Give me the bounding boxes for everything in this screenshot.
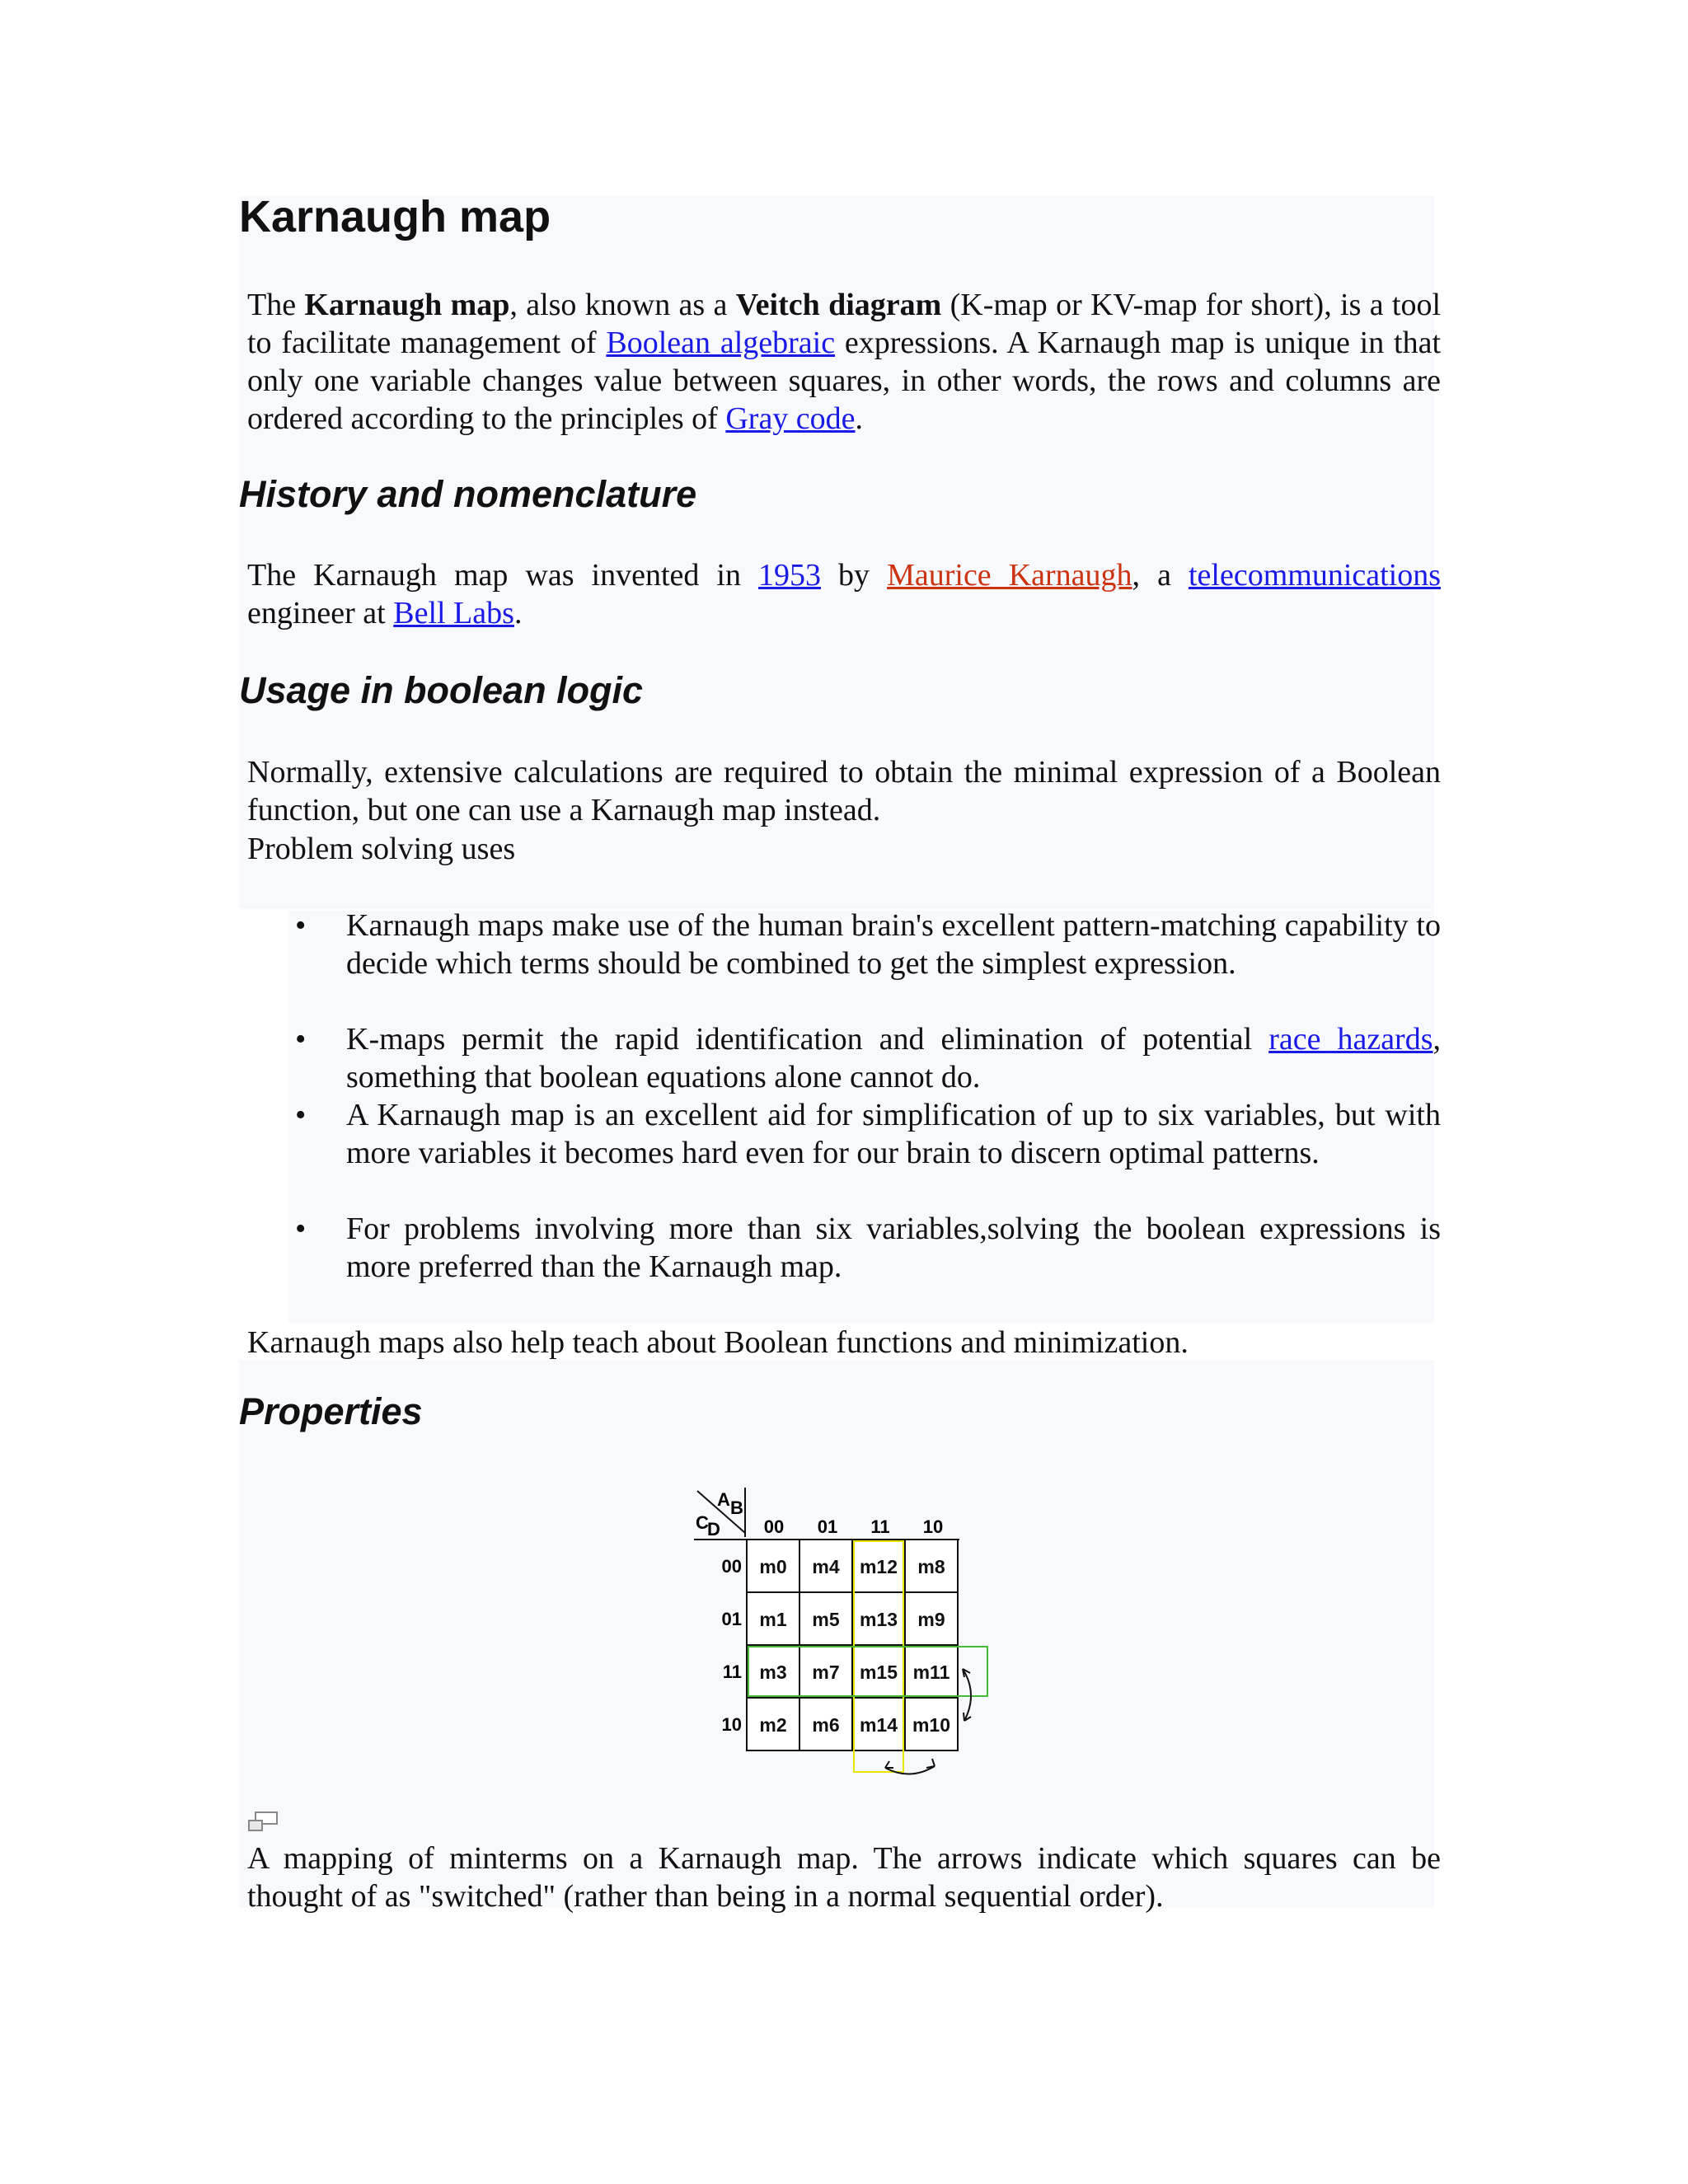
cell-m5: m5 [812,1609,840,1630]
cell-m3: m3 [759,1661,787,1683]
intro-paragraph: The Karnaugh map, also known as a Veitch diagram (K-map or KV-map for short), is a tool to facilitate management of Boolean algebraic expressions. A Karnaugh map is unique in that only one variable changes value between squares, in other words, the rows and columns are ordered according to the principles of Gray code. [247,288,1442,436]
bell-labs-link[interactable]: Bell Labs [393,596,514,630]
row-header-10: 10 [721,1714,742,1735]
term-veitch-diagram: Veitch diagram [735,288,942,322]
cell-m10: m10 [912,1714,951,1736]
var-c-label: C [696,1512,709,1533]
history-paragraph: The Karnaugh map was invented in 1953 by Maurice Karnaugh, a telecommunications engineer at Bell Labs. [247,558,1442,630]
col-header-01: 01 [817,1516,838,1537]
maurice-karnaugh-link[interactable]: Maurice Karnaugh [887,558,1132,593]
cell-m15: m15 [859,1661,898,1683]
cell-m13: m13 [859,1609,898,1630]
col-header-00: 00 [763,1516,785,1537]
bullet-marker-1: • [295,908,307,943]
list-item-1: Karnaugh maps make use of the human brain's excellent pattern-matching capability to decide which terms should be combined to get the simplest expression. [346,908,1441,981]
usage-heading: Usage in boolean logic [239,669,644,711]
page-title: Karnaugh map [239,192,551,241]
list-item-4: For problems involving more than six variables,solving the boolean expressions is more preferred than the Karnaugh map. [346,1212,1441,1284]
history-heading: History and nomenclature [239,473,697,515]
usage-paragraph: Normally, extensive calculations are required to obtain the minimal expression of a Boolean function, but one can use a Karnaugh map instead. [247,755,1441,827]
row-header-00: 00 [721,1556,742,1577]
properties-heading: Properties [239,1390,423,1432]
gray-code-link[interactable]: Gray code [725,401,856,436]
cell-m12: m12 [859,1556,898,1577]
col-header-10: 10 [922,1516,944,1537]
bullet-marker-4: • [295,1212,307,1246]
var-b-label: B [730,1497,743,1518]
telecommunications-link[interactable]: telecommunications [1188,558,1442,593]
year-1953-link[interactable]: 1953 [758,558,822,593]
karnaugh-map-figure [694,1488,991,1793]
col-header-11: 11 [870,1516,890,1537]
cell-m7: m7 [812,1661,840,1683]
row-header-01: 01 [721,1609,742,1629]
problem-solving-label: Problem solving uses [247,832,516,866]
cell-m11: m11 [912,1661,950,1683]
cell-m1: m1 [759,1609,787,1630]
list-item-2: K-maps permit the rapid identification and elimination of potential race hazards, something that boolean equations alone cannot do. [346,1022,1442,1094]
cell-m14: m14 [859,1714,898,1736]
term-karnaugh-map: Karnaugh map [304,288,510,322]
cell-m4: m4 [812,1556,840,1577]
cell-m8: m8 [917,1556,945,1577]
cell-m6: m6 [812,1714,840,1736]
bullet-marker-2: • [295,1022,307,1057]
figure-caption: A mapping of minterms on a Karnaugh map. The arrows indicate which squares can be thought of as "switched" (rather than being in a normal sequential order). [247,1841,1441,1914]
cell-m9: m9 [917,1609,945,1630]
boolean-algebraic-link[interactable]: Boolean algebraic [606,326,836,360]
bullet-marker-3: • [295,1098,307,1132]
cell-m2: m2 [759,1714,787,1736]
var-d-label: D [707,1519,720,1540]
list-item-3: A Karnaugh map is an excellent aid for simplification of up to six variables, but with more variables it becomes hard even for our brain to discern optimal patterns. [346,1098,1441,1170]
enlarge-icon[interactable] [247,1811,280,1834]
teach-paragraph: Karnaugh maps also help teach about Boolean functions and minimization. [247,1325,1189,1360]
var-a-label: A [717,1489,730,1510]
cell-m0: m0 [759,1556,787,1577]
row-header-11: 11 [722,1661,742,1682]
race-hazards-link[interactable]: race hazards [1268,1022,1433,1057]
